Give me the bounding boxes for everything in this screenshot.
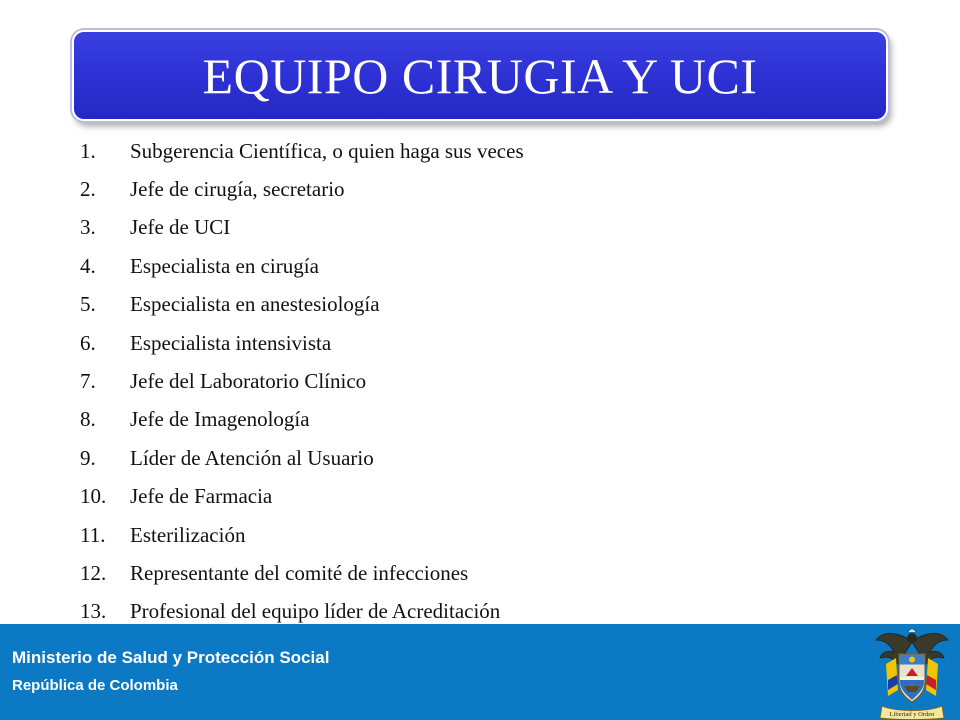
item-number: 1.	[80, 138, 96, 163]
list-item	[80, 286, 524, 324]
coat-of-arms-icon	[872, 624, 952, 720]
list-item	[80, 554, 524, 592]
ministry-name: Ministerio de Salud y Protección Social	[12, 648, 330, 667]
item-text: Subgerencia Científica, o quien haga sus veces	[130, 138, 524, 163]
list-item	[80, 439, 524, 477]
item-number: 12.	[80, 560, 107, 585]
item-text: Especialista intensivista	[130, 330, 332, 355]
list-item	[80, 170, 524, 208]
slide-title: EQUIPO CIRUGIA Y UCI	[202, 47, 758, 104]
item-text: Profesional del equipo líder de Acreditación	[130, 599, 501, 624]
country-name: República de Colombia	[12, 677, 178, 694]
item-number: 2.	[80, 177, 96, 202]
item-number: 4.	[80, 253, 96, 278]
item-text: Jefe del Laboratorio Clínico	[130, 369, 367, 394]
item-text: Líder de Atención al Usuario	[130, 445, 374, 470]
item-number: 9.	[80, 445, 96, 470]
item-number: 3.	[80, 215, 96, 240]
item-number: 5.	[80, 292, 96, 317]
item-number: 8.	[80, 407, 96, 432]
item-text: Esterilización	[130, 522, 246, 547]
list-item	[80, 516, 524, 554]
list-item	[80, 247, 524, 285]
list-item	[80, 209, 524, 247]
item-text: Representante del comité de infecciones	[130, 560, 469, 585]
members-list	[80, 132, 524, 631]
item-number: 10.	[80, 484, 107, 509]
item-number: 11.	[80, 522, 106, 547]
list-item	[80, 401, 524, 439]
item-text: Especialista en cirugía	[130, 253, 319, 278]
footer-bar	[0, 624, 960, 720]
item-text: Jefe de cirugía, secretario	[130, 177, 345, 202]
item-number: 6.	[80, 330, 96, 355]
item-number: 7.	[80, 369, 96, 394]
list-item	[80, 132, 524, 170]
item-text: Jefe de Farmacia	[130, 484, 273, 509]
list-item	[80, 478, 524, 516]
item-number: 13.	[80, 599, 107, 624]
list-item	[80, 362, 524, 400]
emblem-motto: Libertad y Orden	[889, 711, 935, 718]
item-text: Jefe de Imagenología	[130, 407, 310, 432]
title-banner	[72, 30, 888, 121]
item-text: Especialista en anestesiología	[130, 292, 380, 317]
list-item	[80, 324, 524, 362]
item-text: Jefe de UCI	[130, 215, 231, 240]
